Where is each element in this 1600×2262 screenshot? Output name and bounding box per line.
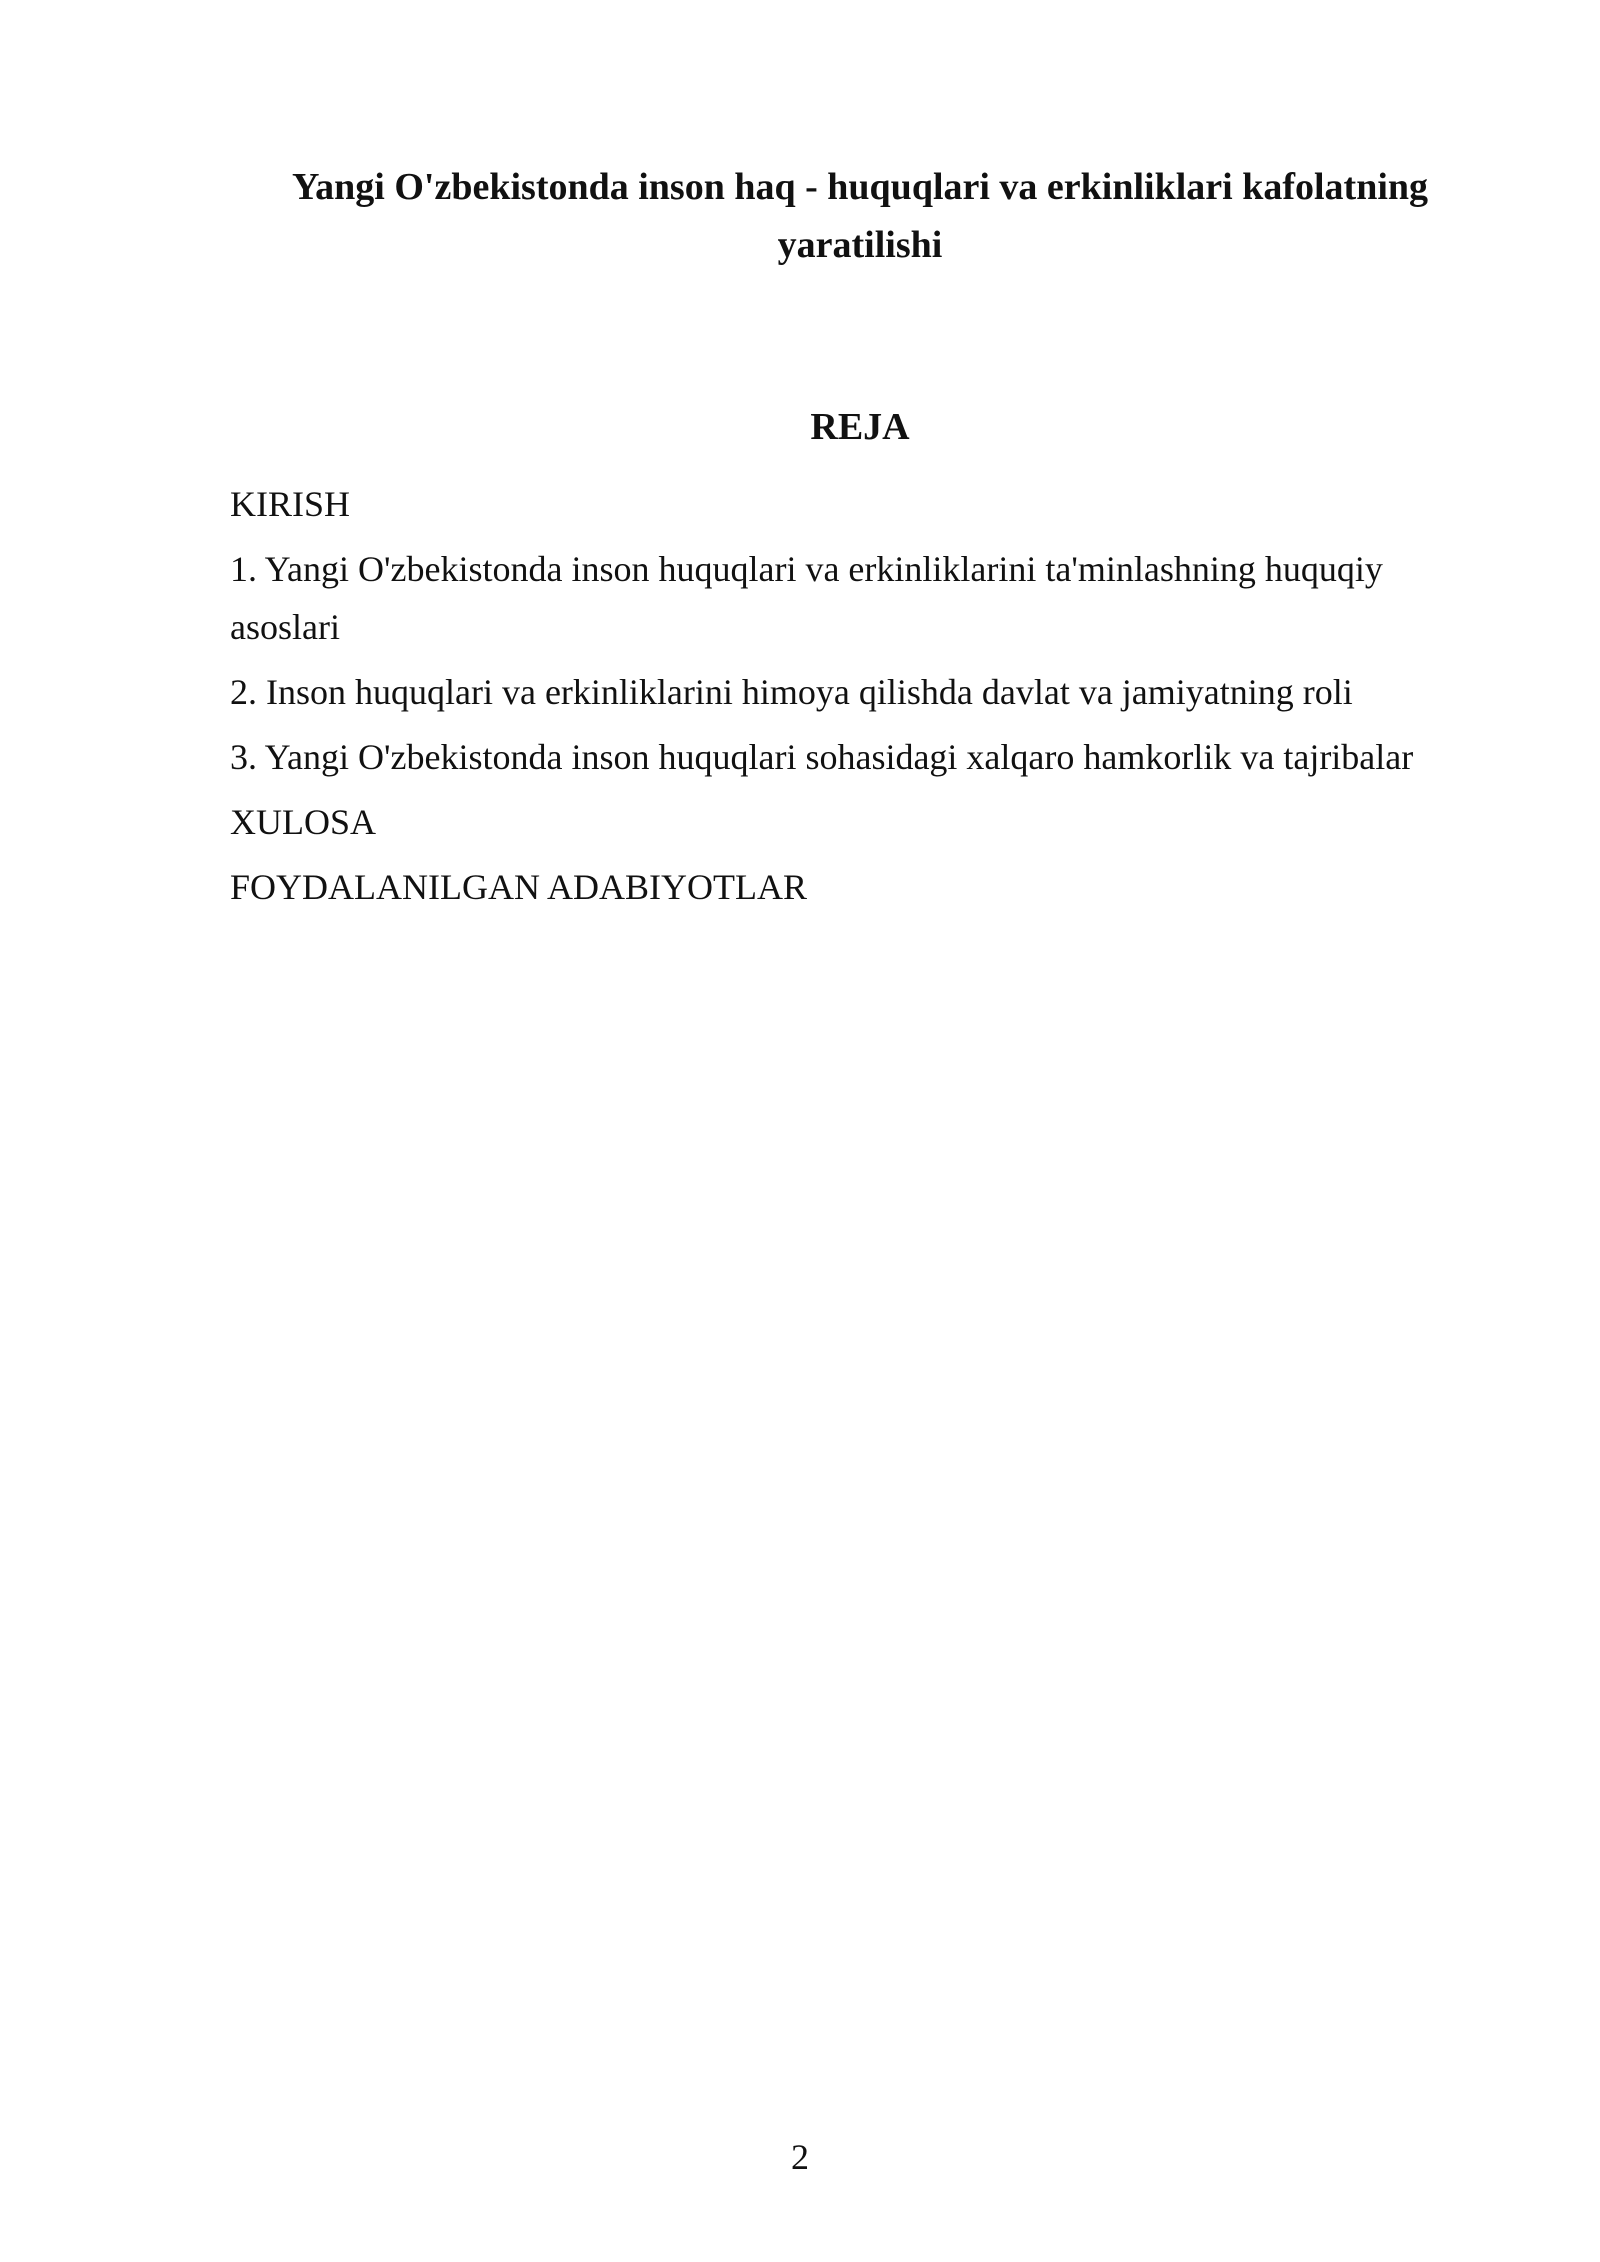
plan-item-conclusion: XULOSA bbox=[230, 802, 377, 842]
page-number: 2 bbox=[791, 2137, 809, 2177]
plan-item-2: 2. Inson huquqlari va erkinliklarini himoya qilishda davlat va jamiyatning roli bbox=[230, 672, 1353, 712]
plan-item-introduction: KIRISH bbox=[230, 484, 351, 524]
document-title: Yangi O'zbekistonda inson haq - huquqlari va erkinliklari kafolatning yaratilishi bbox=[291, 166, 1429, 266]
plan-heading: REJA bbox=[810, 406, 910, 448]
plan-item-references: FOYDALANILGAN ADABIYOTLAR bbox=[230, 867, 807, 907]
plan-item-1: 1. Yangi O'zbekistonda inson huquqlari va erkinliklarini ta'minlashning huquqiy asoslari bbox=[230, 549, 1383, 647]
plan-item-3: 3. Yangi O'zbekistonda inson huquqlari sohasidagi xalqaro hamkorlik va tajribalar bbox=[230, 737, 1414, 777]
plan-list bbox=[230, 475, 1490, 923]
